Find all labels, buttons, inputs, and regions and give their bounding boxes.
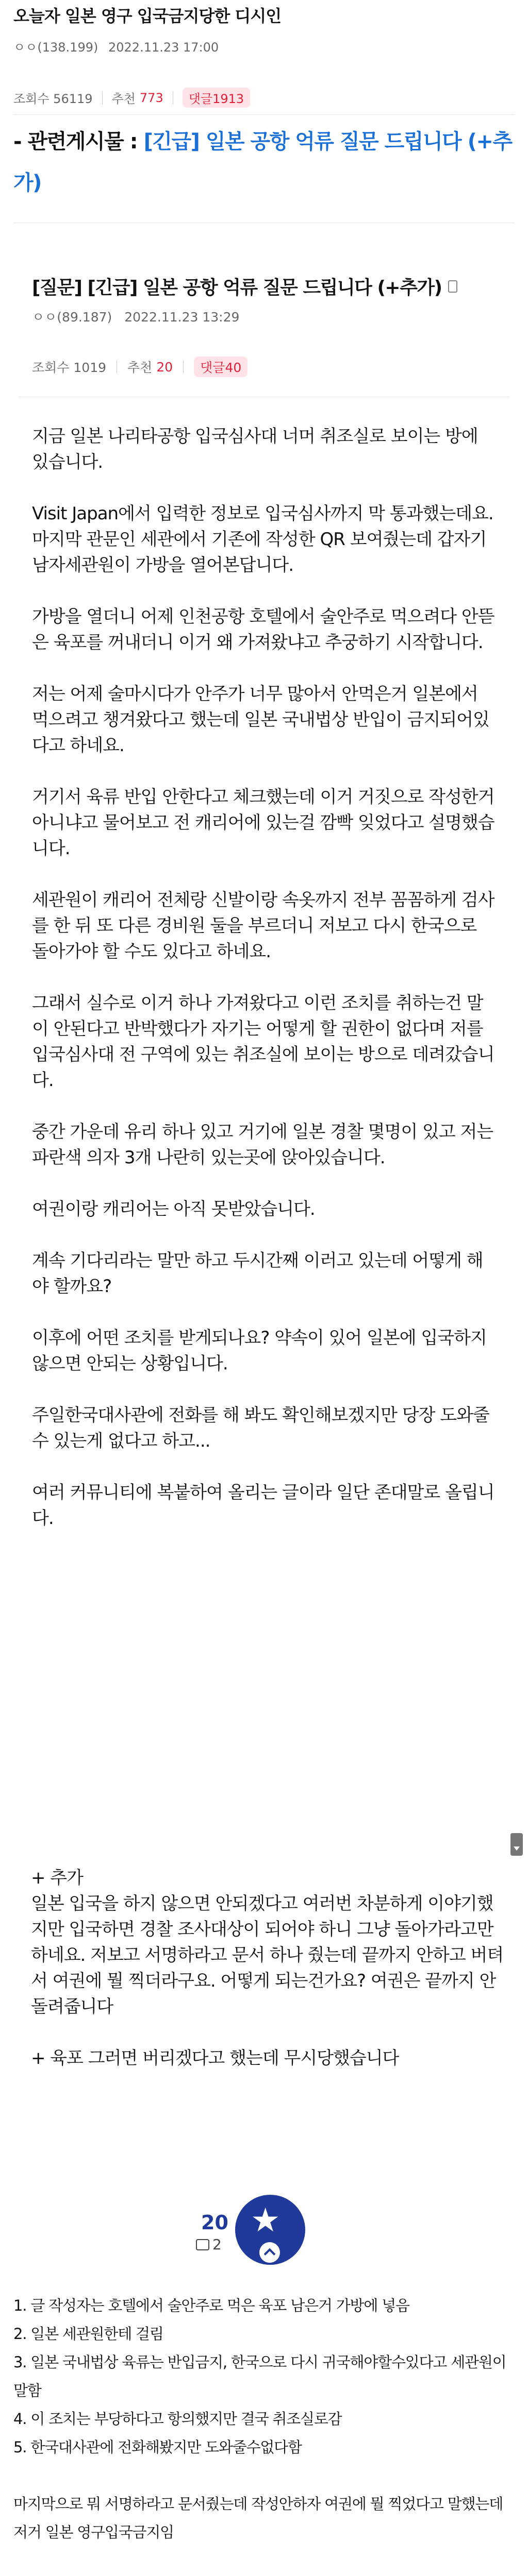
body-paragraph: 거기서 육류 반입 안한다고 체크했는데 이거 거짓으로 작성한거 아니냐고 물어보고 전 캐리어에 있는걸 깜빡 잊었다고 설명했습니다. (32, 787, 494, 859)
body-paragraph: Visit Japan에서 입력한 정보로 입국심사까지 막 통과했는데요. 마지막 관문인 세관에서 기존에 작성한 QR 보여줬는데 갑자기 남자세관원이 가방을 열어본답니다. (32, 503, 493, 575)
embedded-reply-badge[interactable]: 댓글40 (194, 357, 248, 377)
embedded-meta (32, 307, 239, 326)
post-reply-badge[interactable]: 댓글1913 (183, 88, 250, 108)
body-paragraph: 계속 기다리라는 말만 하고 두시간째 이러고 있는데 어떻게 해야 할까요? (32, 1250, 483, 1297)
body-paragraph: 이후에 어떤 조치를 받게되나요? 약속이 있어 일본에 입국하지 않으면 안되는 상황입니다. (32, 1328, 487, 1374)
comment-icon (196, 2239, 209, 2250)
addition-body (31, 1865, 505, 2097)
divider (102, 91, 103, 105)
post-stats (13, 88, 250, 108)
divider (13, 114, 515, 115)
post-author[interactable]: ㅇㅇ(138.199) (13, 40, 98, 55)
post-rec-value: 773 (139, 90, 163, 105)
body-paragraph: 지금 일본 나리타공항 입국심사대 너머 취조실로 보이는 방에 있습니다. (32, 426, 478, 472)
embedded-stats (32, 357, 248, 377)
body-paragraph: 저는 어제 술마시다가 안주가 너무 많아서 안먹은거 일본에서 먹으려고 챙겨왔다고 했는데 일본 국내법상 반입이 금지되어있다고 하네요. (32, 684, 489, 756)
embedded-body (32, 423, 496, 1557)
embedded-reply-count-value: 2 (212, 2236, 222, 2253)
star-icon: ★ (251, 2201, 280, 2240)
embedded-title-text: [질문] [긴급] 일본 공항 억류 질문 드립니다 (+추가) (32, 277, 442, 298)
embedded-views: 조회수 1019 (32, 360, 107, 375)
body-paragraph: 가방을 열더니 어제 인천공항 호텔에서 술안주로 먹으려다 안뜯은 육포를 꺼내더니 이거 왜 가져왔냐고 추궁하기 시작합니다. (32, 606, 494, 653)
embedded-reply-count (196, 2236, 222, 2253)
body-paragraph: 여권이랑 캐리어는 아직 못받았습니다. (32, 1199, 315, 1219)
embedded-rec-label: 추천 (127, 360, 153, 375)
summary-line: 1. 글 작성자는 호텔에서 술안주로 먹은 육포 남은거 가방에 넣음 (13, 2297, 409, 2314)
related-link[interactable]: [긴급] 일본 공항 억류 질문 드립니다 (+추가) (13, 130, 512, 195)
post-title: 오늘자 일본 영구 입국금지당한 디시인 (13, 6, 282, 26)
summary-spacer (13, 2547, 508, 2575)
recommend-button[interactable] (235, 2195, 305, 2265)
body-paragraph: 중간 가운데 유리 하나 있고 거기에 일본 경찰 몇명이 있고 저는 파란색 의자 3개 나란히 있는곳에 앉아있습니다. (32, 1122, 493, 1168)
embedded-rec-value: 20 (156, 359, 173, 375)
embedded-author[interactable]: ㅇㅇ(89.187) (32, 310, 112, 325)
related-post (13, 121, 521, 204)
expand-toggle-icon[interactable] (510, 1833, 523, 1856)
divider (183, 360, 184, 374)
summary-line: 2. 일본 세관원한테 걸림 (13, 2325, 163, 2343)
body-paragraph: 그래서 실수로 이거 하나 가져왔다고 이런 조치를 취하는건 말이 안된다고 반박했다가 자기는 어떻게 할 권한이 없다며 저를 입국심사대 전 구역에 있는 취조실에 보이는 방으로 데려갔습니다. (32, 993, 494, 1091)
summary-line: 5. 한국대사관에 전화해봤지만 도와줄수없다함 (13, 2438, 302, 2456)
document-icon (448, 280, 457, 293)
embedded-title[interactable] (32, 273, 457, 299)
embedded-recommend-count: 20 (201, 2211, 228, 2234)
post-rec-label: 추천 (111, 92, 136, 106)
post-meta (13, 37, 219, 55)
related-label: - 관련게시물 : (13, 130, 144, 154)
post-date: 2022.11.23 17:00 (108, 40, 219, 55)
summary-spacer (13, 2462, 508, 2490)
summary-line: 마지막으로 뭐 서명하라고 문서줬는데 작성안하자 여권에 뭘 찍었다고 말했는데 저거 일본 영구입국금지임 (13, 2495, 503, 2541)
embedded-post (19, 242, 509, 1886)
embedded-date: 2022.11.23 13:29 (124, 310, 240, 325)
post-views: 조회수 56119 (13, 92, 93, 106)
body-paragraph: 여러 커뮤니티에 복붙하여 올리는 글이라 일단 존대말로 올립니다. (32, 1482, 494, 1529)
scroll-up-icon[interactable] (259, 2242, 280, 2263)
body-paragraph: 세관원이 캐리어 전체랑 신발이랑 속옷까지 전부 꼼꼼하게 검사를 한 뒤 또 다른 경비원 둘을 부르더니 저보고 다시 한국으로 돌아가야 할 수도 있다고 하네요. (32, 890, 494, 962)
summary-line: 4. 이 조치는 부당하다고 항의했지만 결국 취조실로감 (13, 2410, 342, 2428)
summary (13, 2292, 508, 2576)
addition-paragraph: + 육포 그러면 버리겠다고 했는데 무시당했습니다 (31, 2048, 399, 2069)
body-paragraph: 주일한국대사관에 전화를 해 봐도 확인해보겠지만 당장 도와줄 수 있는게 없다고 하고... (32, 1405, 489, 1451)
addition-paragraph: + 추가 일본 입국을 하지 않으면 안되겠다고 여러번 차분하게 이야기했지만 입국하면 경찰 조사대상이 되어야 하니 그냥 돌아가라고만 하네요. 저보고 서명하라고 문서 하나 줬는데 끝까지 안하고 버텨서 여권에 뭘 찍더라구요. 어떻게 되는건가요? 여권은 끝까지 안돌려줍니다 (31, 1868, 504, 2017)
summary-line: 3. 일본 국내법상 육류는 반입금지, 한국으로 다시 귀국해야할수있다고 세관원이 말함 (13, 2353, 506, 2399)
